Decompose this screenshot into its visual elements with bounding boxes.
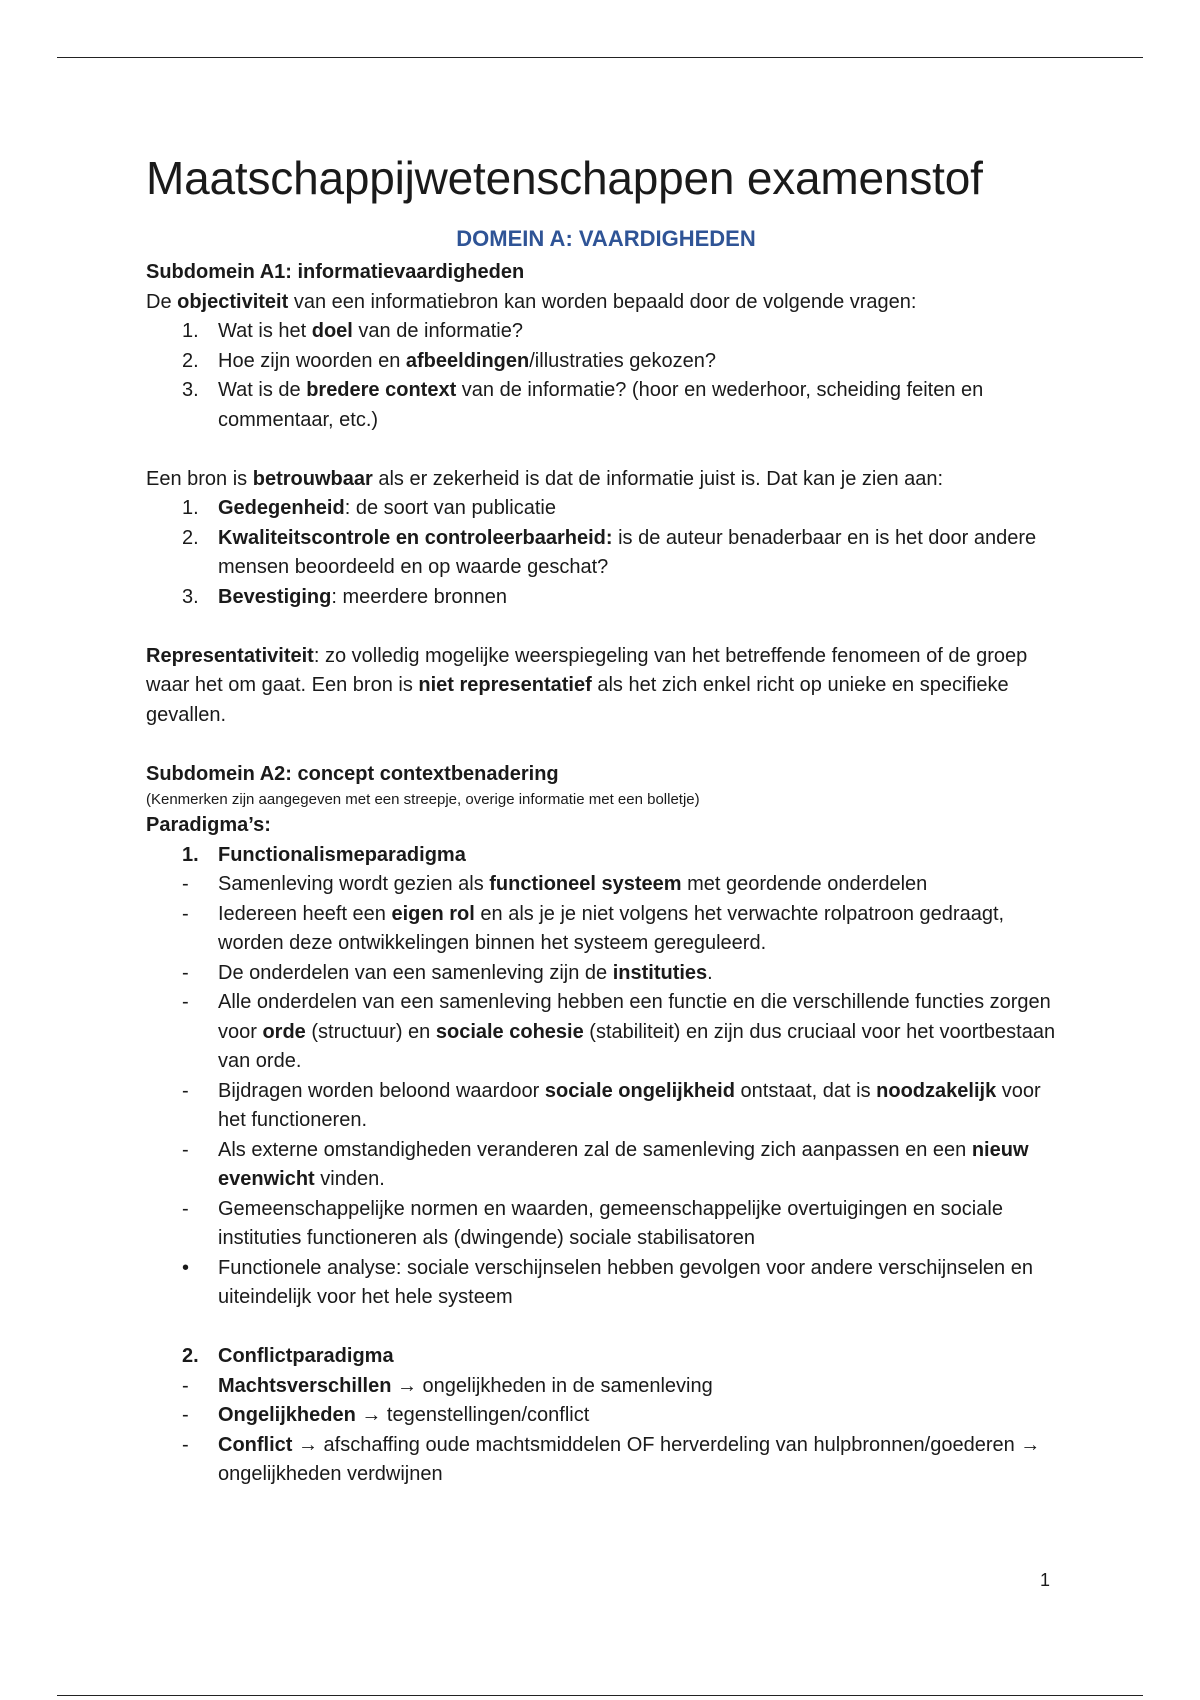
list-item [146,959,1066,989]
list-item-text: Gemeenschappelijke normen en waarden, gemeenschappelijke overtuigingen en sociale instituties functioneren als (dwingende) sociale stabilisatoren [218,1197,1003,1249]
list-item-text: Alle onderdelen van een samenleving hebben een functie en die verschillende functies zorgen voor orde (structuur) en sociale cohesie (stabiliteit) en zijn dus cruciaal voor het voortbestaan van orde. [218,991,1056,1072]
conflict-items [146,1372,1066,1490]
list-marker: - [182,1404,189,1426]
list-marker: - [182,1374,189,1397]
subdomain-a2-heading: Subdomein A2: concept contextbenadering [146,762,559,785]
list-item [146,870,1066,900]
list-item [146,1401,1066,1431]
functionalism-section [146,841,1066,871]
reliability-criteria [146,494,1066,612]
list-marker: - [182,873,189,895]
page-number: 1 [1040,1570,1051,1590]
list-item-text: Ongelijkheden → tegenstellingen/conflict [218,1404,590,1426]
list-item-text: Iedereen heeft een eigen rol en als je je niet volgens het verwachte rolpatroon gedraagt, worden deze ontwikkelingen binnen het systeem gereguleerd. [218,902,1005,954]
list-item [146,900,1066,959]
list-item [146,317,1066,347]
list-marker: - [182,1138,189,1161]
list-marker: 1. [182,497,199,519]
list-marker: - [182,961,189,984]
list-item-text: Wat is het doel van de informatie? [218,320,523,342]
list-item [146,1136,1066,1195]
list-item-text: De onderdelen van een samenleving zijn de instituties. [218,961,713,984]
objectivity-intro: De objectiviteit van een informatiebron kan worden bepaald door de volgende vragen: [146,290,917,313]
legend-note: (Kenmerken zijn aangegeven met een streepje, overige informatie met een bolletje) [146,791,700,808]
list-item-text: Kwaliteitscontrole en controleerbaarheid: is de auteur benaderbaar en is het door andere mensen beoordeeld en op waarde geschat? [218,526,1037,578]
list-marker: 2. [182,349,199,372]
list-item [146,1431,1066,1490]
list-item-text: Bijdragen worden beloond waardoor sociale ongelijkheid ontstaat, dat is noodzakelijk voor het functioneren. [218,1079,1041,1131]
list-item [146,1372,1066,1402]
list-item-text: Gedegenheid: de soort van publicatie [218,497,556,519]
list-item [146,1195,1066,1254]
objectivity-questions [146,317,1066,435]
list-item [146,376,1066,435]
list-item [146,1254,1066,1313]
list-item [146,494,1066,524]
list-item [146,524,1066,583]
list-marker: 2. [182,526,199,549]
functionalism-title: 1. Functionalismeparadigma [182,843,466,866]
list-item-text: Hoe zijn woorden en afbeeldingen/illustraties gekozen? [218,349,717,372]
list-item-text: Als externe omstandigheden veranderen zal de samenleving zich aanpassen en een nieuw evenwicht vinden. [218,1138,1029,1190]
list-item [146,583,1066,613]
list-item-text: Functionele analyse: sociale verschijnselen hebben gevolgen voor andere verschijnselen en uiteindelijk voor het hele systeem [218,1256,1033,1308]
list-marker: 1. [182,320,199,342]
list-marker: - [182,902,189,925]
reliability-intro: Een bron is betrouwbaar als er zekerheid is dat de informatie juist is. Dat kan je zien aan: [146,467,944,490]
list-marker: 3. [182,379,199,401]
list-item-text: Machtsverschillen → ongelijkheden in de samenleving [218,1374,713,1397]
representativity-paragraph: Representativiteit: zo volledig mogelijke weerspiegeling van het betreffende fenomeen of de groep waar het om gaat. Een bron is niet representatief als het zich enkel richt op unieke en specifieke gevallen. [146,644,1028,726]
document-title: Maatschappijwetenschappen examenstof [146,152,983,204]
list-item-text: Conflict → afschaffing oude machtsmiddelen OF herverdeling van hulpbronnen/goederen → ongelijkheden verdwijnen [218,1433,1041,1485]
paradigms-label: Paradigma’s: [146,814,271,836]
document-page [146,150,1066,1490]
list-marker: • [182,1256,190,1279]
subdomain-a1-heading: Subdomein A1: informatievaardigheden [146,261,525,283]
domain-heading: DOMEIN A: VAARDIGHEDEN [456,226,756,251]
footer-rule [57,1695,1143,1696]
list-item [146,1077,1066,1136]
list-item-text: Bevestiging: meerdere bronnen [218,585,508,608]
list-item-text: Wat is de bredere context van de informatie? (hoor en wederhoor, scheiding feiten en commentaar, etc.) [218,379,984,431]
list-marker: - [182,991,189,1013]
list-marker: - [182,1433,189,1456]
list-marker: 3. [182,585,199,608]
header-rule [57,57,1143,58]
conflict-title: 2. Conflictparadigma [182,1345,394,1367]
list-item [146,988,1066,1077]
list-marker: - [182,1197,189,1220]
list-item-text: Samenleving wordt gezien als functioneel systeem met geordende onderdelen [218,873,928,895]
conflict-section [146,1342,1066,1372]
list-marker: - [182,1079,189,1102]
list-item [146,347,1066,377]
functionalism-items [146,870,1066,1313]
